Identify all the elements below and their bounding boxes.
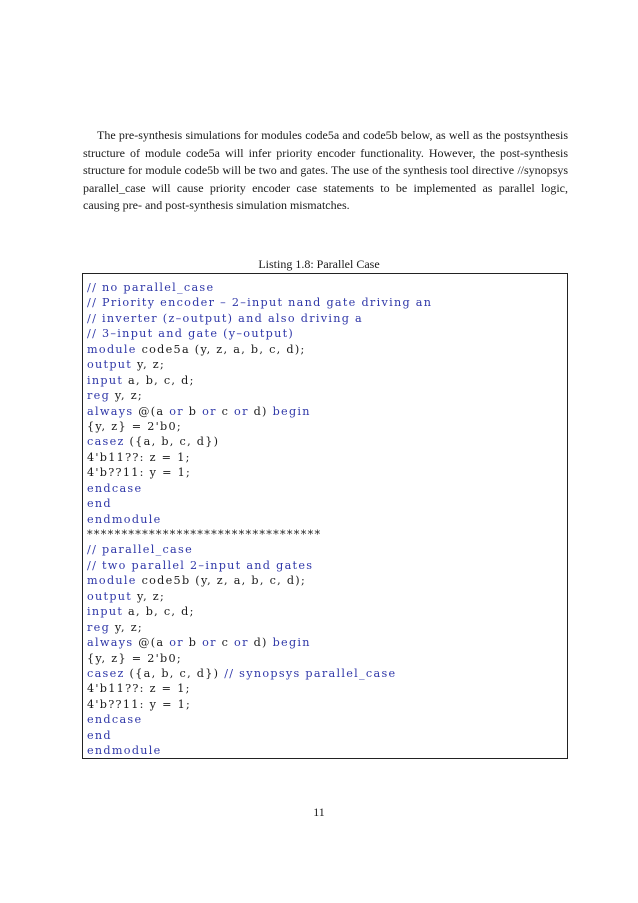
code-text: y, z; [132,589,166,603]
code-text: {y, z} = 2'b0; [87,651,183,665]
code-text: c [216,636,235,650]
code-keyword: or [234,636,249,650]
code-line [87,357,567,372]
code-line [87,465,567,480]
code-comment: // no parallel_case [87,281,215,294]
code-text: 4'b11??: z = 1; [87,682,191,696]
code-text: code5b (y, z, a, b, c, d); [136,574,307,588]
code-keyword: begin [272,404,311,418]
code-keyword: casez [87,435,125,449]
code-line [87,573,567,588]
code-line [87,620,567,635]
code-line [87,651,567,666]
code-keyword: endmodule [87,744,162,758]
code-comment: // parallel_case [87,543,193,557]
code-text: d) [248,636,273,650]
code-comment: // two parallel 2–input and gates [87,558,314,572]
code-keyword: endmodule [87,512,162,526]
code-keyword: end [87,728,112,742]
code-line [87,512,567,527]
code-line [87,712,567,727]
code-text: a, b, c, d; [123,605,195,619]
code-text: 4'b??11: y = 1; [87,466,192,480]
code-line [87,681,567,696]
code-keyword: or [169,404,184,418]
code-text: ********************************** [87,528,322,541]
code-text: code5a (y, z, a, b, c, d); [136,342,306,356]
code-line [87,280,567,295]
code-listing [82,273,568,759]
code-text: @(a [133,404,170,418]
code-keyword: input [87,373,124,387]
code-line [87,295,567,310]
code-text: b [183,404,203,418]
code-line [87,697,567,712]
code-text: c [216,404,235,418]
code-line [87,604,567,619]
code-keyword: input [87,605,124,619]
code-keyword: casez [87,666,125,680]
body-paragraph: The pre-synthesis simulations for modules code5a and code5b below, as well as the postsynthesis structure of module code5a will infer priority encoder functionality. However, the post-synthesis structure for module code5b will be two and gates. The use of the synthesis tool directive //synopsys parallel_case will cause priority encoder case statements to be implemented as parallel logic, causing pre- and post-synthesis simulation mismatches. [83,128,568,213]
code-keyword: or [202,404,217,418]
code-comment: // inverter (z–output) and also driving a [87,311,364,325]
code-keyword: or [234,404,249,418]
code-line [87,666,567,681]
code-text: ({a, b, c, d}) [124,666,225,680]
code-line [87,450,567,465]
code-text: y, z; [110,620,143,634]
code-line [87,558,567,573]
code-text: {y, z} = 2'b0; [87,419,183,433]
code-line [87,635,567,650]
code-line [87,419,567,434]
code-line [87,373,567,388]
code-text: ({a, b, c, d}) [124,435,220,449]
listing-caption: Listing 1.8: Parallel Case [258,257,380,271]
code-keyword: end [87,497,112,511]
code-text: 4'b11??: z = 1; [87,450,191,464]
code-text: a, b, c, d; [123,373,195,387]
code-comment: // synopsys parallel_case [224,666,397,680]
code-keyword: always [87,636,134,650]
code-line [87,434,567,449]
code-keyword: begin [272,636,311,650]
code-line [87,326,567,341]
code-line [87,481,567,496]
code-line [87,342,567,357]
code-line [87,589,567,604]
code-text: y, z; [110,389,143,403]
code-keyword: module [87,342,137,356]
code-line [87,404,567,419]
code-keyword: output [87,589,133,603]
code-keyword: module [87,574,137,588]
code-comment: // 3–input and gate (y–output) [87,327,295,341]
code-keyword: or [169,636,184,650]
code-line [87,542,567,557]
code-line [87,311,567,326]
code-line [87,388,567,403]
code-line [87,728,567,743]
code-keyword: reg [87,620,111,634]
code-text: y, z; [132,358,166,372]
code-keyword: endcase [87,713,143,727]
code-line [87,527,567,542]
code-keyword: output [87,358,133,372]
page-number: 11 [313,805,325,819]
code-keyword: reg [87,389,111,403]
code-keyword: or [202,636,217,650]
code-text: b [183,636,203,650]
code-comment: // Priority encoder – 2–input nand gate driving an [87,296,433,310]
code-line [87,496,567,511]
code-keyword: endcase [87,481,143,495]
code-line [87,743,567,758]
code-text: d) [248,404,273,418]
code-text: 4'b??11: y = 1; [87,697,192,711]
code-keyword: always [87,404,134,418]
code-text: @(a [133,636,170,650]
